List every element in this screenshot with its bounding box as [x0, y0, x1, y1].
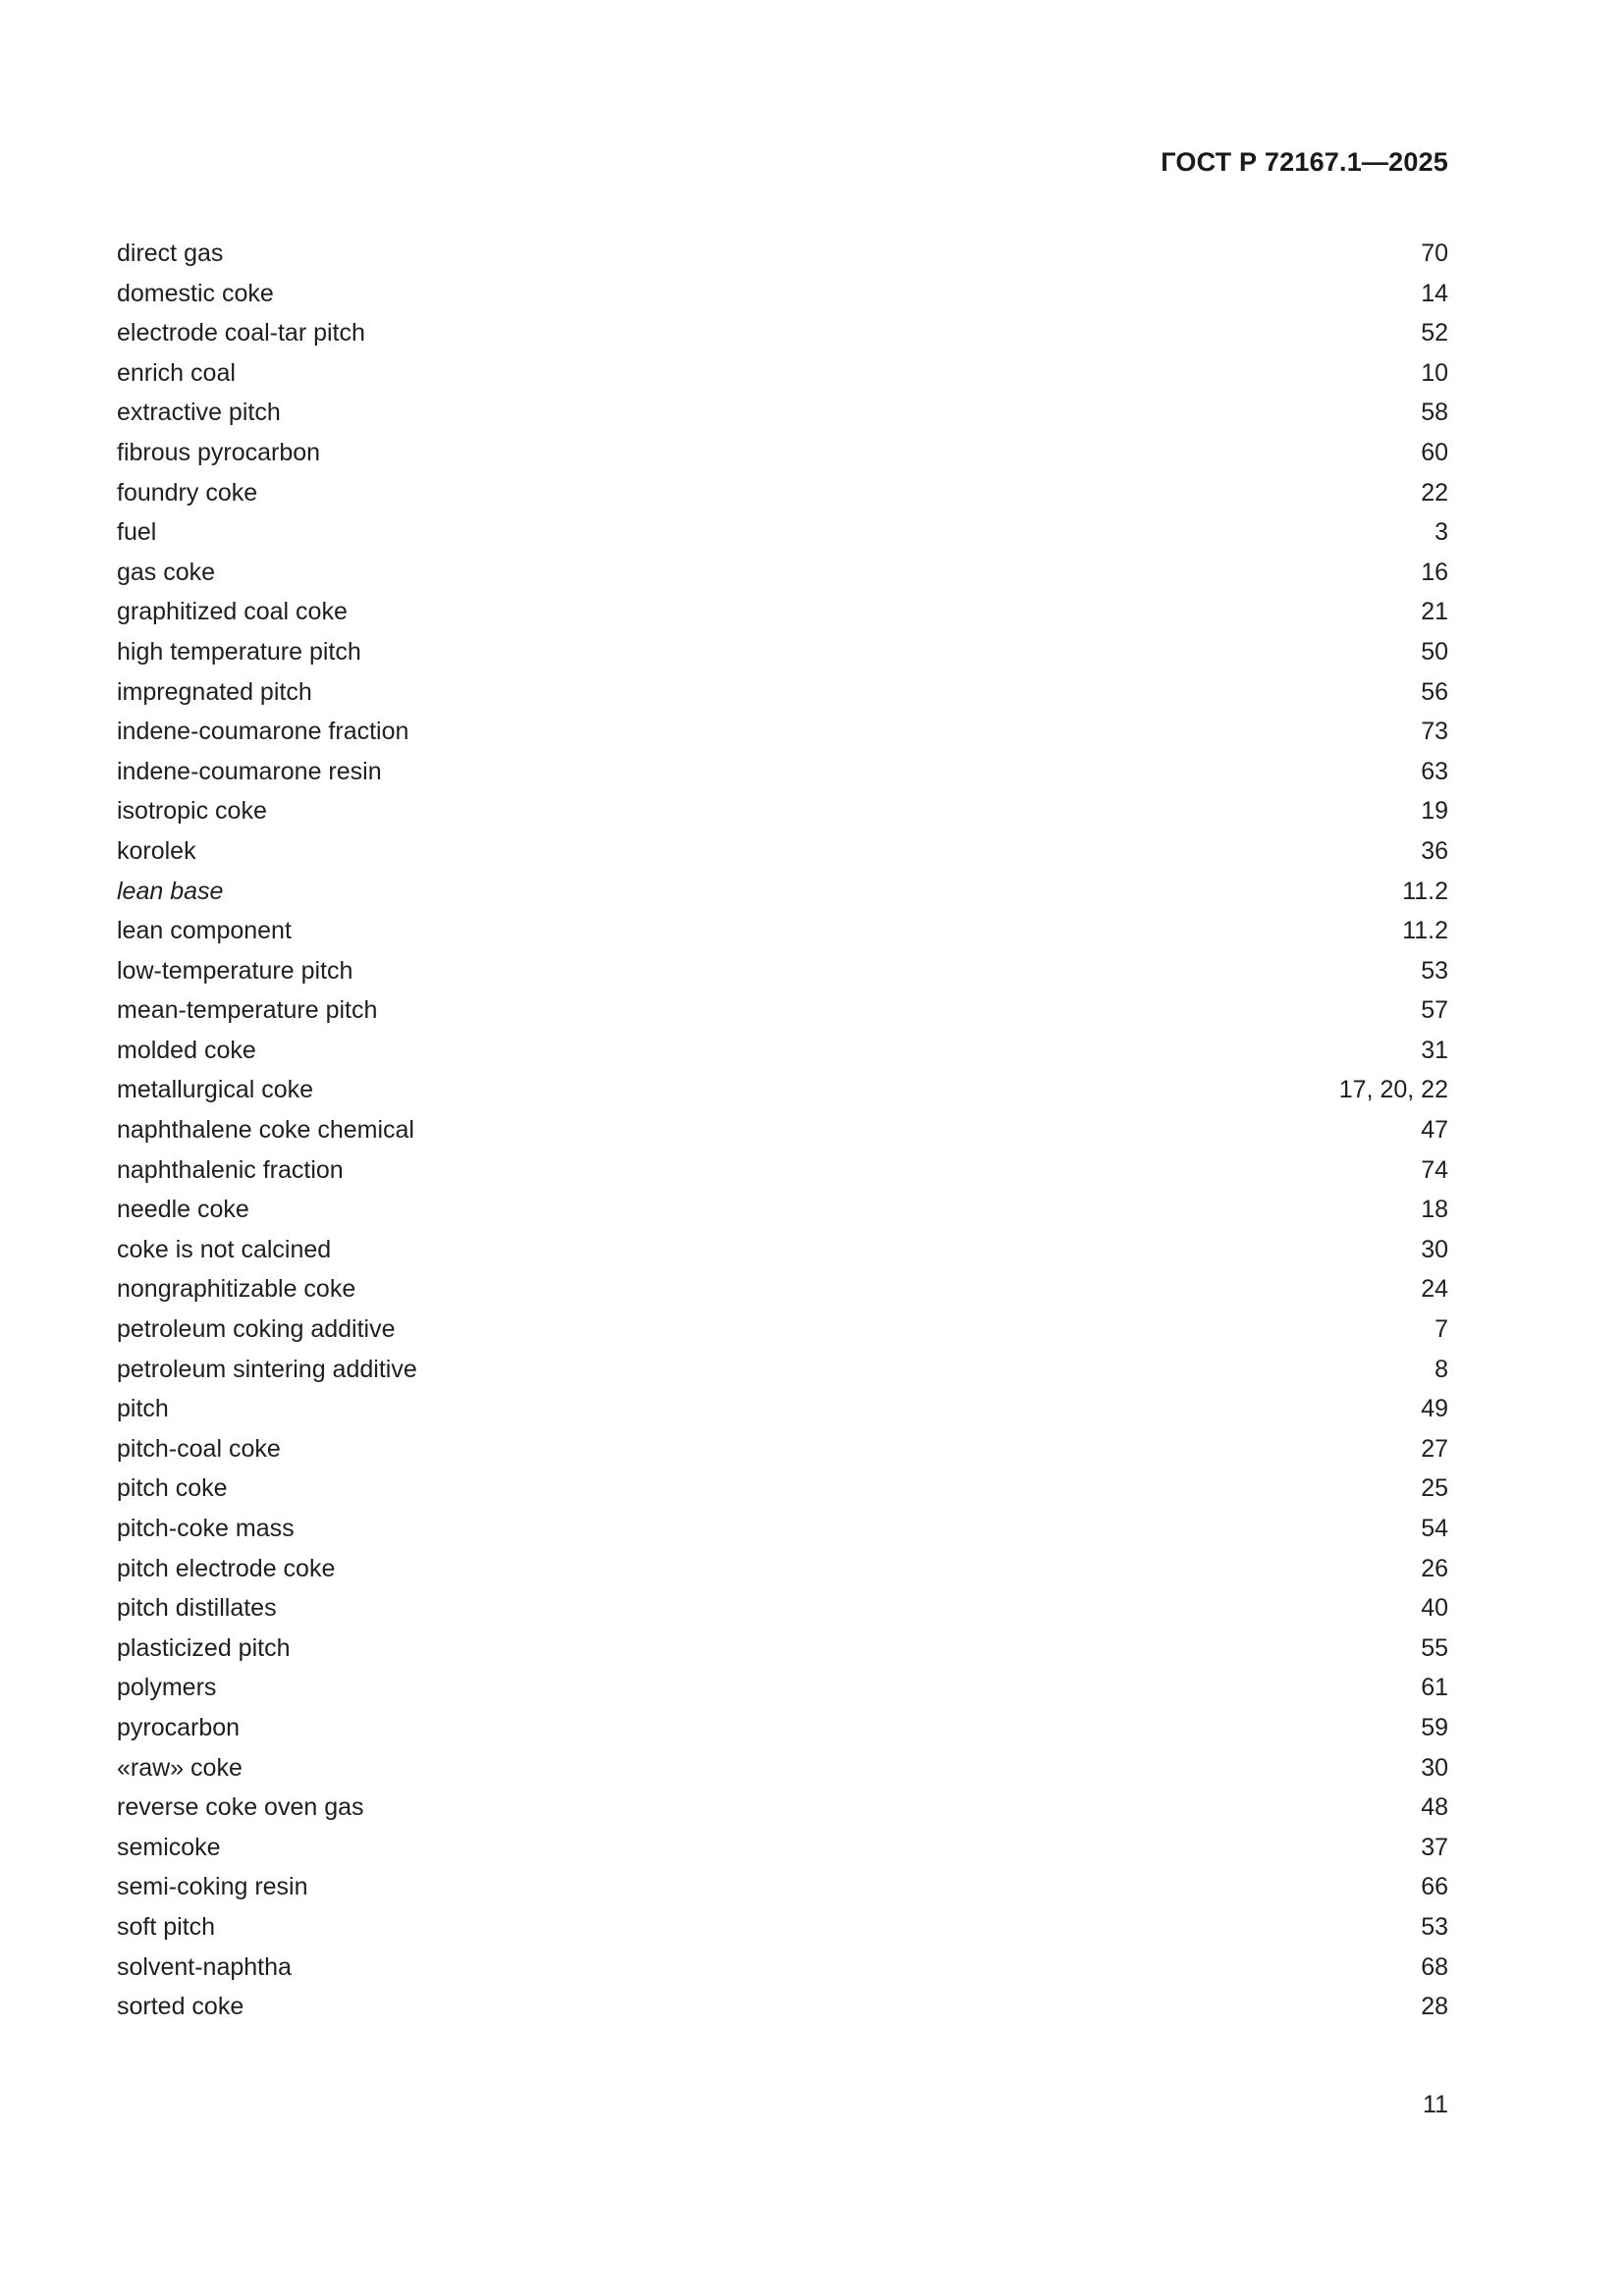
index-term: pitch-coal coke [117, 1434, 281, 1463]
document-code-header: ГОСТ Р 72167.1—2025 [1161, 147, 1448, 177]
index-reference-number: 58 [1421, 399, 1448, 427]
index-reference-number: 19 [1421, 797, 1448, 826]
index-term: low-temperature pitch [117, 956, 353, 985]
index-entry [117, 1708, 1448, 1748]
index-entry [117, 1429, 1448, 1469]
index-term: nongraphitizable coke [117, 1275, 356, 1304]
index-reference-number: 37 [1421, 1833, 1448, 1861]
index-reference-number: 31 [1421, 1036, 1448, 1064]
alphabetical-index-list [117, 234, 1448, 2027]
index-entry [117, 1948, 1448, 1988]
index-term: impregnated pitch [117, 677, 312, 706]
index-reference-number: 3 [1435, 518, 1448, 547]
index-reference-number: 10 [1421, 358, 1448, 387]
index-entry [117, 1269, 1448, 1309]
index-term: pitch electrode coke [117, 1554, 336, 1582]
index-reference-number: 26 [1421, 1554, 1448, 1582]
index-entry [117, 274, 1448, 314]
index-entry [117, 1828, 1448, 1868]
index-term: metallurgical coke [117, 1076, 314, 1104]
index-entry [117, 1629, 1448, 1669]
index-reference-number: 70 [1421, 240, 1448, 267]
index-term: pitch distillates [117, 1594, 277, 1623]
index-reference-number: 8 [1435, 1355, 1448, 1383]
index-term: molded coke [117, 1036, 256, 1064]
index-reference-number: 52 [1421, 319, 1448, 347]
index-reference-number: 48 [1421, 1793, 1448, 1822]
index-term: naphthalenic fraction [117, 1155, 344, 1184]
index-entry [117, 1150, 1448, 1191]
index-term: pyrocarbon [117, 1713, 241, 1741]
index-entry [117, 1389, 1448, 1429]
index-reference-number: 56 [1421, 677, 1448, 706]
index-entry [117, 1230, 1448, 1270]
index-term: coke is not calcined [117, 1235, 332, 1263]
index-reference-number: 59 [1421, 1713, 1448, 1741]
index-reference-number: 47 [1421, 1116, 1448, 1145]
index-reference-number: 40 [1421, 1594, 1448, 1623]
index-reference-number: 24 [1421, 1275, 1448, 1304]
index-entry [117, 990, 1448, 1031]
index-term: electrode coal-tar pitch [117, 319, 365, 347]
index-term: direct gas [117, 240, 224, 267]
index-reference-number: 22 [1421, 478, 1448, 507]
index-term: soft pitch [117, 1912, 216, 1941]
index-entry [117, 1070, 1448, 1110]
index-entry [117, 1110, 1448, 1150]
index-reference-number: 73 [1421, 718, 1448, 746]
index-reference-number: 25 [1421, 1474, 1448, 1503]
index-reference-number: 54 [1421, 1515, 1448, 1542]
index-entry [117, 872, 1448, 912]
index-entry [117, 791, 1448, 831]
index-term: sorted coke [117, 1993, 244, 2021]
index-entry [117, 553, 1448, 593]
index-term: pitch coke [117, 1474, 228, 1503]
index-entry [117, 1309, 1448, 1350]
index-term: naphthalene coke chemical [117, 1116, 414, 1145]
index-reference-number: 60 [1421, 438, 1448, 466]
index-entry [117, 433, 1448, 473]
index-entry [117, 1509, 1448, 1549]
index-entry [117, 1350, 1448, 1390]
index-entry [117, 1748, 1448, 1789]
index-entry [117, 313, 1448, 353]
index-term: indene-coumarone resin [117, 757, 382, 785]
index-reference-number: 30 [1421, 1235, 1448, 1263]
index-reference-number: 30 [1421, 1753, 1448, 1782]
index-term: lean base [117, 877, 224, 905]
index-term: «raw» coke [117, 1753, 243, 1782]
index-reference-number: 36 [1421, 836, 1448, 865]
index-entry [117, 592, 1448, 632]
index-term: domestic coke [117, 279, 274, 307]
index-entry [117, 512, 1448, 553]
page-number: 11 [1423, 2091, 1448, 2118]
index-entry [117, 672, 1448, 713]
index-reference-number: 11.2 [1402, 917, 1448, 945]
index-reference-number: 21 [1421, 598, 1448, 626]
index-entry [117, 1907, 1448, 1948]
index-entry [117, 1588, 1448, 1629]
index-term: needle coke [117, 1196, 249, 1224]
index-reference-number: 68 [1421, 1952, 1448, 1981]
index-term: lean component [117, 917, 292, 945]
index-term: semicoke [117, 1833, 221, 1861]
index-reference-number: 66 [1421, 1873, 1448, 1901]
index-entry [117, 234, 1448, 274]
index-term: pitch [117, 1395, 169, 1423]
index-entry [117, 911, 1448, 951]
index-reference-number: 55 [1421, 1633, 1448, 1662]
index-reference-number: 50 [1421, 637, 1448, 666]
index-reference-number: 11.2 [1402, 877, 1448, 905]
index-term: high temperature pitch [117, 637, 361, 666]
index-term: petroleum sintering additive [117, 1355, 417, 1383]
index-reference-number: 63 [1421, 757, 1448, 785]
index-entry [117, 951, 1448, 991]
index-term: mean-temperature pitch [117, 996, 378, 1025]
index-reference-number: 14 [1421, 279, 1448, 307]
index-entry [117, 1031, 1448, 1071]
index-reference-number: 17, 20, 22 [1338, 1076, 1448, 1104]
index-term: extractive pitch [117, 399, 281, 427]
index-entry [117, 1987, 1448, 2027]
index-reference-number: 28 [1421, 1993, 1448, 2021]
index-entry [117, 1190, 1448, 1230]
index-entry [117, 1668, 1448, 1708]
index-entry [117, 712, 1448, 752]
index-term: plasticized pitch [117, 1633, 291, 1662]
index-reference-number: 18 [1421, 1196, 1448, 1224]
index-term: enrich coal [117, 358, 236, 387]
index-entry [117, 1788, 1448, 1828]
index-term: indene-coumarone fraction [117, 718, 409, 746]
index-entry [117, 632, 1448, 672]
index-entry [117, 831, 1448, 872]
index-term: solvent-naphtha [117, 1952, 292, 1981]
index-reference-number: 53 [1421, 1912, 1448, 1941]
index-entry [117, 473, 1448, 513]
index-reference-number: 57 [1421, 996, 1448, 1025]
index-term: graphitized coal coke [117, 598, 348, 626]
index-entry [117, 353, 1448, 394]
index-term: semi-coking resin [117, 1873, 308, 1901]
index-term: polymers [117, 1674, 217, 1702]
index-term: fibrous pyrocarbon [117, 438, 321, 466]
index-term: pitch-coke mass [117, 1515, 295, 1542]
index-reference-number: 7 [1435, 1315, 1448, 1344]
index-term: gas coke [117, 558, 216, 586]
index-entry [117, 752, 1448, 792]
index-term: petroleum coking additive [117, 1315, 396, 1344]
index-entry [117, 393, 1448, 433]
index-reference-number: 61 [1421, 1674, 1448, 1702]
index-term: fuel [117, 518, 157, 547]
index-term: foundry coke [117, 478, 258, 507]
index-term: reverse coke oven gas [117, 1793, 364, 1822]
index-term: isotropic coke [117, 797, 267, 826]
index-reference-number: 27 [1421, 1434, 1448, 1463]
index-entry [117, 1549, 1448, 1589]
index-reference-number: 16 [1421, 558, 1448, 586]
index-reference-number: 74 [1421, 1155, 1448, 1184]
index-entry [117, 1867, 1448, 1907]
index-term: korolek [117, 836, 196, 865]
index-reference-number: 49 [1421, 1395, 1448, 1423]
index-entry [117, 1468, 1448, 1509]
index-reference-number: 53 [1421, 956, 1448, 985]
